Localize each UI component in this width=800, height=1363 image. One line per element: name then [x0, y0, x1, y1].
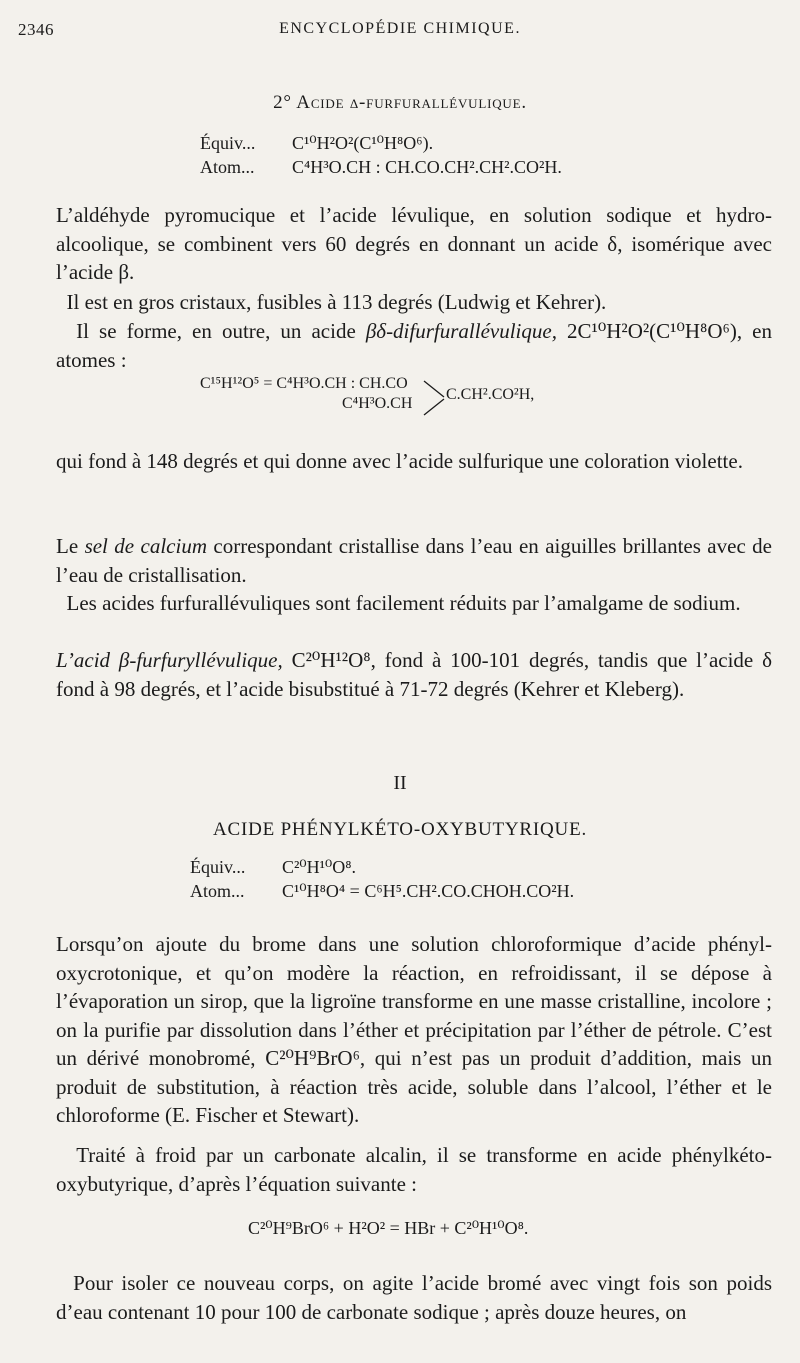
structural-formula — [200, 375, 535, 412]
formula-block-1 — [200, 132, 562, 178]
atom-label: Atom... — [200, 157, 255, 177]
paragraph-7: L’acid β-furfuryllévulique, C²⁰H¹²O⁸, fond à 100-101 degrés, tandis que l’acide δ fond à 98 degrés, et l’acide bisubstitué à 71-72 degrés (Kehrer et Kleberg). — [56, 648, 772, 701]
formula-line-2: C⁴H³O.CH — [342, 395, 413, 412]
paragraph-5: Le sel de calcium correspondant cristallise dans l’eau en aiguilles brillantes avec de l’eau de cristallisation. — [56, 534, 772, 587]
atom-value: C⁴H³O.CH : CH.CO.CH².CH².CO²H. — [292, 157, 562, 177]
equation: C²⁰H⁹BrO⁶ + H²O² = HBr + C²⁰H¹⁰O⁸. — [248, 1218, 529, 1238]
paragraph-4: qui fond à 148 degrés et qui donne avec l’acide sulfurique une coloration violette. — [56, 449, 743, 473]
paragraph-8: Lorsqu’on ajoute du brome dans une solution chloroformique d’acide phényl-oxycrotonique, et qu’on modère la réaction, en refroidissant, il se dépose à l’évaporation un sirop, que la ligroïne transforme en une masse cristalline, incolore ; on la purifie par dissolution dans l’éther et précipitation par l’éther de pétrole. C’est un dérivé monobromé, C²⁰H⁹BrO⁶, qui n’est pas un produit d’addition, mais un produit de substitution, à réaction très acide, soluble dans l’alcool, l’éther et le chloroforme (E. Fischer et Stewart). — [56, 932, 772, 1127]
equiv-label-2: Équiv... — [190, 857, 246, 877]
paragraph-2: Il est en gros cristaux, fusibles à 113 degrés (Ludwig et Kehrer). — [66, 290, 607, 314]
atom-value-2: C¹⁰H⁸O⁴ = C⁶H⁵.CH².CO.CHOH.CO²H. — [282, 881, 575, 901]
paragraph-10: Pour isoler ce nouveau corps, on agite l’acide bromé avec vingt fois son poids d’eau contenant 10 pour 100 de carbonate sodique ; après douze heures, on — [56, 1271, 772, 1324]
running-title: ENCYCLOPÉDIE CHIMIQUE. — [279, 20, 521, 37]
section-heading-furfurallevulique: 2° Acide δ-furfurallévulique. — [273, 92, 527, 113]
formula-line-1: C¹⁵H¹²O⁵ = C⁴H³O.CH : CH.CO — [200, 375, 408, 392]
paragraph-9: Traité à froid par un carbonate alcalin, il se transforme en acide phénylkéto-oxybutyrique, d’après l’équation suivante : — [56, 1143, 772, 1196]
page-header — [18, 20, 782, 42]
page-number: 2346 — [18, 20, 54, 39]
paragraph-6: Les acides furfurallévuliques sont facilement réduits par l’amalgame de sodium. — [66, 591, 741, 615]
paragraph-3: Il se forme, en outre, un acide βδ-difurfurallévulique, 2C¹⁰H²O²(C¹⁰H⁸O⁶), en atomes : — [56, 319, 772, 372]
paragraph-1: L’aldéhyde pyromucique et l’acide lévulique, en solution sodique et hydro-alcoolique, se combinent vers 60 degrés en donnant un acide δ, isomérique avec l’acide β. — [56, 203, 772, 284]
equiv-value-2: C²⁰H¹⁰O⁸. — [282, 857, 357, 877]
section-title-phenylketo: ACIDE PHÉNYLKÉTO-OXYBUTYRIQUE. — [212, 819, 588, 840]
section-roman-numeral: II — [393, 772, 407, 794]
equiv-label: Équiv... — [200, 133, 256, 153]
atom-label-2: Atom... — [190, 881, 245, 901]
formula-rhs: C.CH².CO²H, — [446, 386, 535, 403]
formula-block-2 — [190, 856, 574, 902]
equiv-value: C¹⁰H²O²(C¹⁰H⁸O⁶). — [292, 133, 434, 153]
